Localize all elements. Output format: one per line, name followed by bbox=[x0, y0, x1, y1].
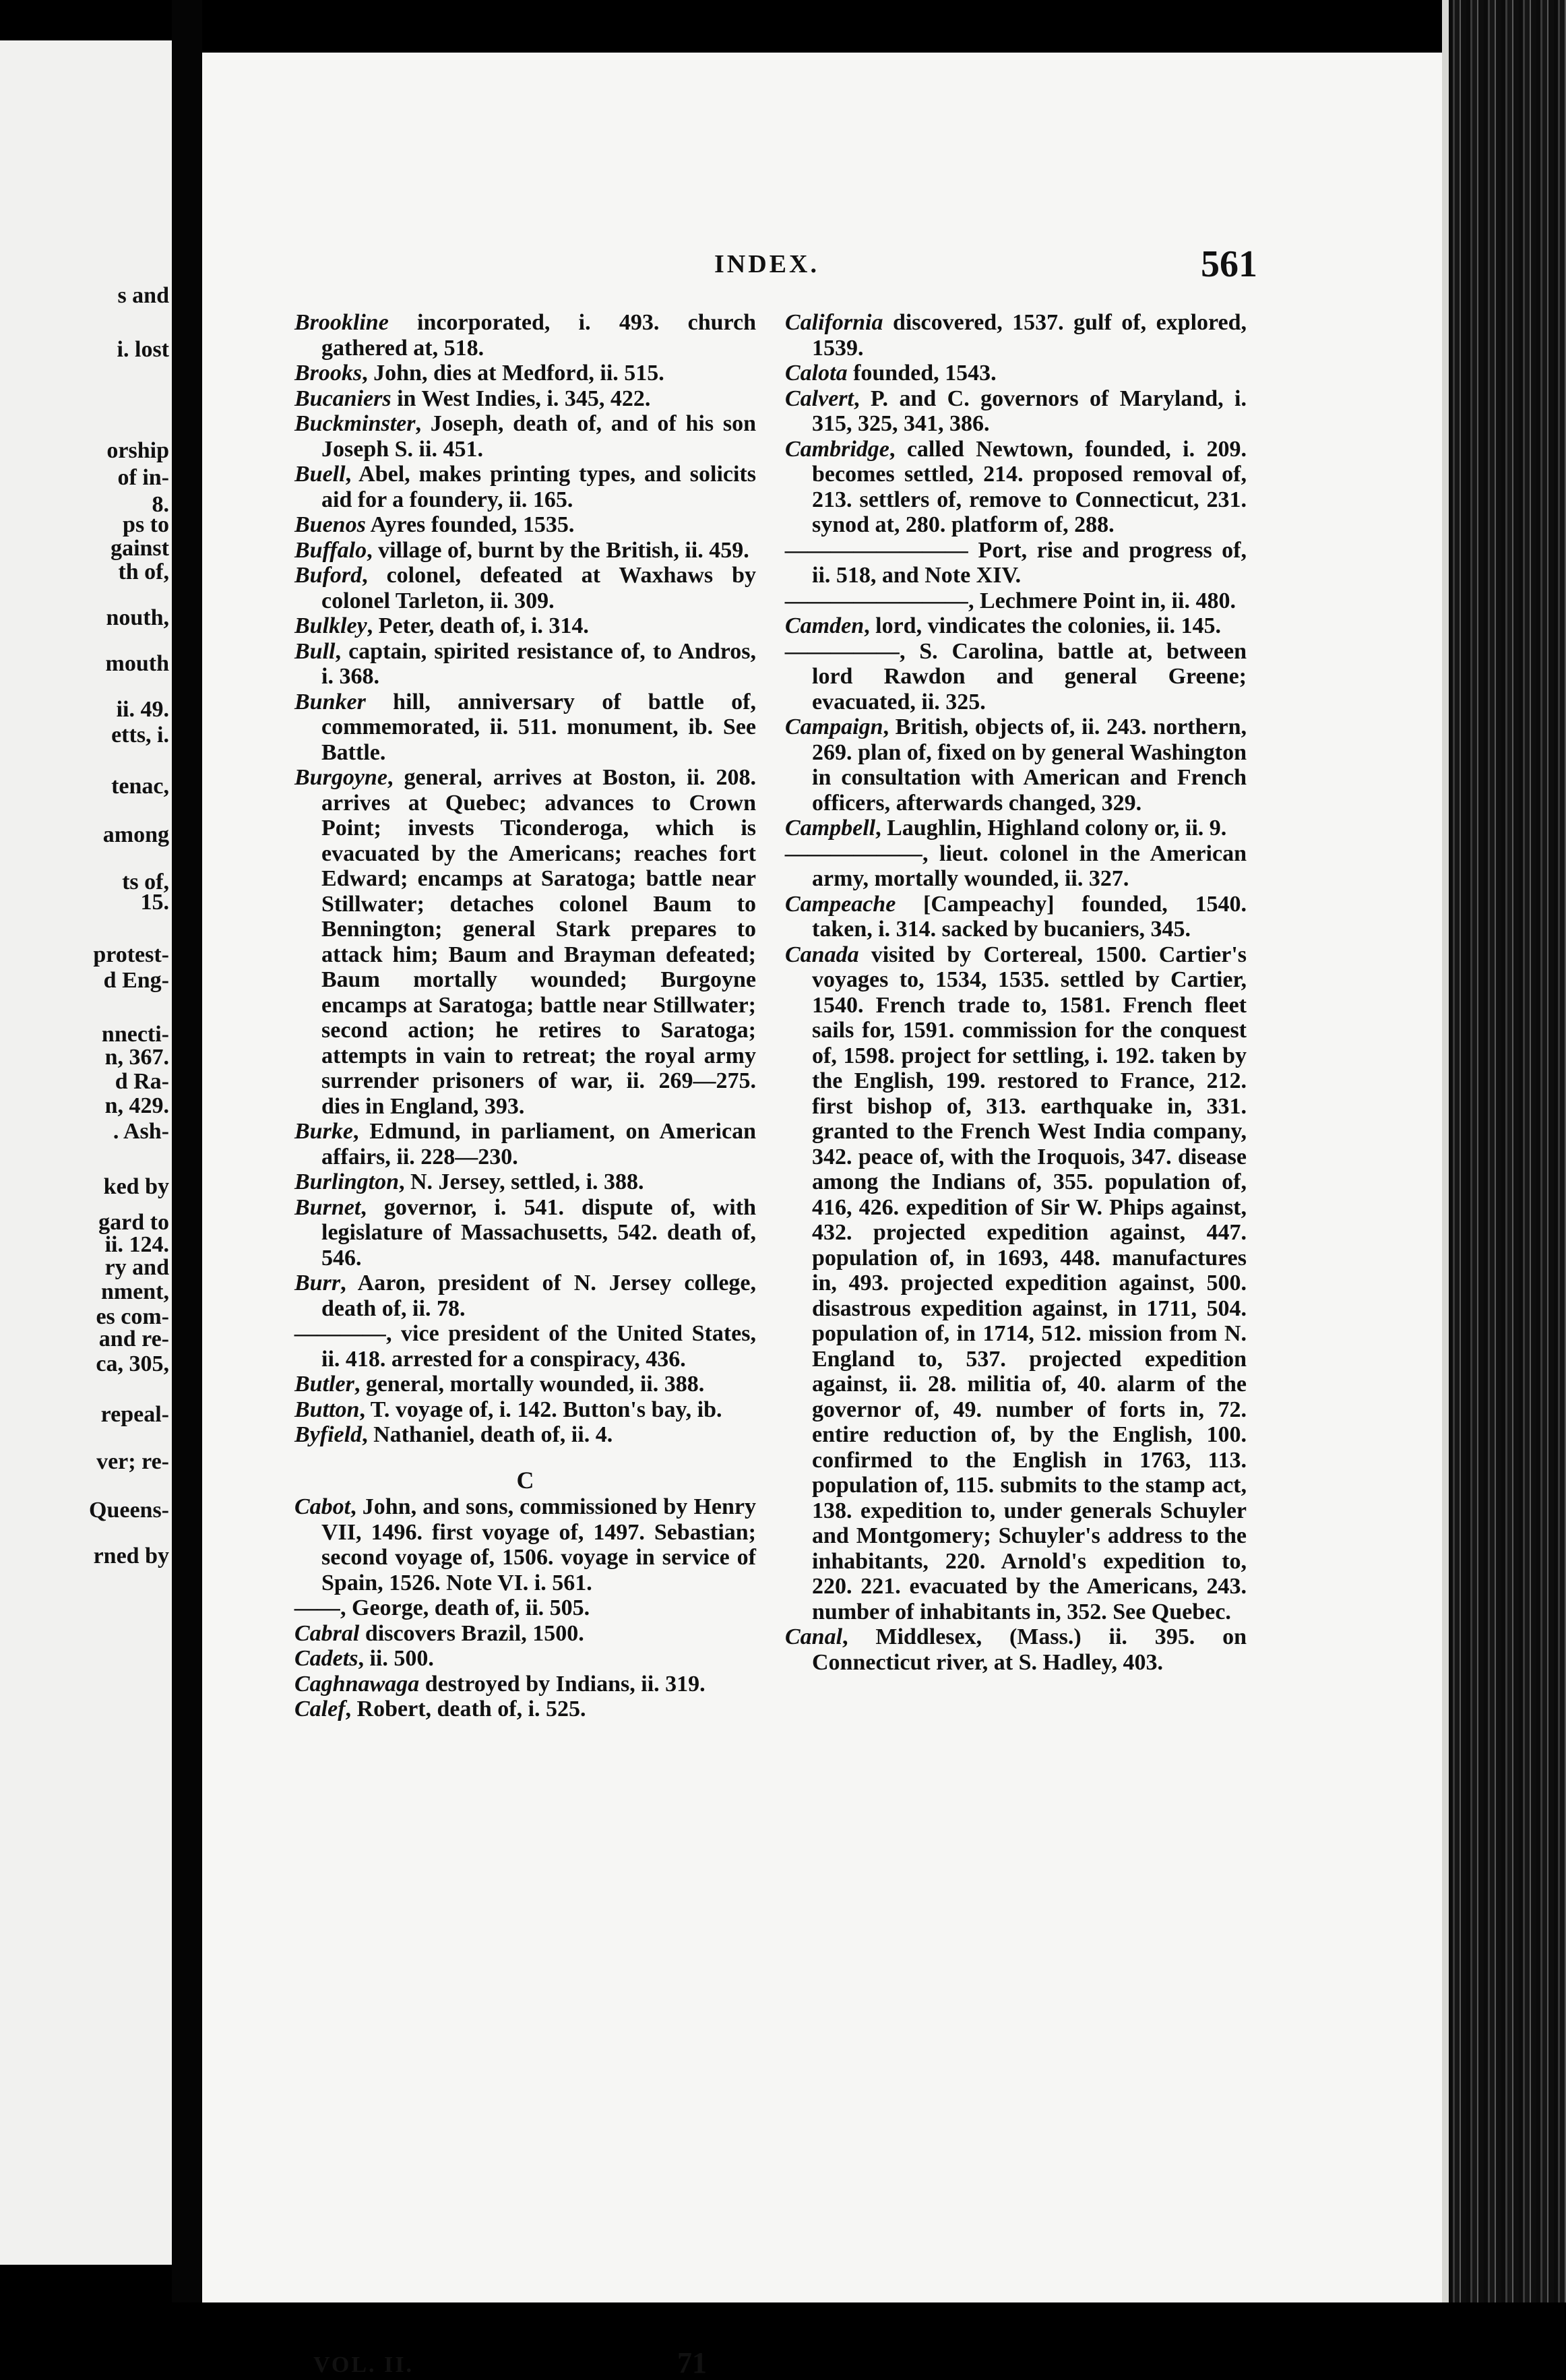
entry-text: , Middlesex, (Mass.) ii. 395. on Connecticut river, at S. Hadley, 403. bbox=[812, 1624, 1247, 1675]
facing-page-text: orship bbox=[106, 438, 169, 463]
index-entry bbox=[294, 1672, 756, 1697]
index-entry bbox=[294, 1271, 756, 1321]
entry-headword: Bull bbox=[294, 638, 336, 664]
facing-page-text: n, 429. bbox=[104, 1093, 169, 1118]
entry-text: , Edmund, in parliament, on American affairs, ii. 228—230. bbox=[321, 1119, 756, 1169]
index-entry bbox=[785, 942, 1247, 1625]
entry-headword: ————— bbox=[785, 638, 900, 664]
entry-text: , lieut. colonel in the American army, mortally wounded, ii. 327. bbox=[812, 841, 1247, 891]
index-entry bbox=[294, 1422, 756, 1448]
entry-headword: —————— bbox=[785, 841, 922, 866]
entry-headword: Calota bbox=[785, 361, 848, 386]
index-entry bbox=[785, 361, 1247, 386]
entry-text: , Joseph, death of, and of his son Joseph S. ii. 451. bbox=[321, 411, 756, 462]
index-entry bbox=[294, 765, 756, 1119]
entry-text: incorporated, i. 493. church gathered at, 518. bbox=[321, 310, 756, 361]
entry-text: , British, objects of, ii. 243. northern, 269. plan of, fixed on by general Washington in consultation with American and French officers, afterwards changed, 329. bbox=[812, 714, 1247, 816]
entry-text: Port, rise and progress of, ii. 518, and Note XIV. bbox=[812, 537, 1247, 588]
entry-text: , ii. 500. bbox=[358, 1646, 434, 1671]
facing-page bbox=[0, 40, 172, 2265]
facing-page-text: ts of, bbox=[122, 869, 169, 894]
entry-text: , captain, spirited resistance of, to Andros, i. 368. bbox=[321, 638, 756, 689]
index-entry bbox=[294, 613, 756, 639]
index-entry bbox=[294, 1397, 756, 1423]
entry-headword: California bbox=[785, 310, 883, 335]
entry-text: , colonel, defeated at Waxhaws by colonel Tarleton, ii. 309. bbox=[321, 563, 756, 613]
entry-headword: Cabral bbox=[294, 1620, 360, 1646]
entry-text: discovered, 1537. gulf of, explored, 1539. bbox=[812, 310, 1247, 361]
index-entry bbox=[294, 1169, 756, 1195]
index-entry bbox=[294, 1621, 756, 1647]
index-entry bbox=[294, 1595, 756, 1621]
entry-headword: Burgoyne bbox=[294, 765, 387, 790]
entry-headword: Burr bbox=[294, 1271, 341, 1295]
entry-headword: Brooks bbox=[294, 361, 363, 386]
entry-text: , John, and sons, commissioned by Henry VII, 1496. first voyage of, 1497. Sebastian; second voyage of, 1506. voyage in service of Spain, 1526. Note VI. i. 561. bbox=[321, 1494, 756, 1595]
facing-page-text: nnecti- bbox=[101, 1022, 169, 1047]
index-entry bbox=[785, 437, 1247, 538]
facing-page-text: ii. 124. bbox=[104, 1232, 169, 1257]
entry-text: , S. Carolina, battle at, between lord Rawdon and general Greene; evacuated, ii. 325. bbox=[812, 638, 1247, 714]
facing-page-text: ps to bbox=[123, 512, 169, 537]
entry-text: , T. voyage of, i. 142. Button's bay, ib. bbox=[359, 1397, 722, 1422]
entry-text: founded, 1543. bbox=[847, 361, 997, 386]
facing-page-text: nouth, bbox=[106, 605, 169, 630]
entry-headword: Campeache bbox=[785, 891, 896, 917]
index-entry bbox=[785, 841, 1247, 892]
entry-headword: Byfield bbox=[294, 1422, 363, 1447]
index-entry bbox=[294, 639, 756, 690]
entry-headword: ———————— bbox=[785, 537, 968, 563]
running-head: INDEX. bbox=[714, 250, 819, 278]
entry-headword: Bucaniers bbox=[294, 386, 392, 411]
index-column-right bbox=[785, 310, 1247, 1675]
entry-headword: Bunker bbox=[294, 689, 366, 714]
entry-headword: Buenos bbox=[294, 512, 366, 537]
entry-headword: Campaign bbox=[785, 714, 883, 739]
facing-page-text: 15. bbox=[140, 890, 169, 915]
entry-text: , N. Jersey, settled, i. 388. bbox=[398, 1169, 644, 1194]
index-entry bbox=[294, 1494, 756, 1595]
entry-text: hill, anniversary of battle of, commemorated, ii. 511. monument, ib. See Battle. bbox=[321, 689, 756, 765]
entry-text: , John, dies at Medford, ii. 515. bbox=[362, 361, 664, 386]
facing-page-text: gainst bbox=[111, 536, 169, 561]
index-entry bbox=[294, 1119, 756, 1169]
facing-page-text: ca, 305, bbox=[96, 1351, 169, 1376]
index-entry bbox=[785, 892, 1247, 942]
entry-headword: Calvert bbox=[785, 386, 854, 411]
index-entry bbox=[785, 714, 1247, 816]
entry-text: , George, death of, ii. 505. bbox=[340, 1595, 590, 1620]
index-column-left bbox=[294, 310, 756, 1722]
index-entry bbox=[785, 310, 1247, 361]
facing-page-text: ked by bbox=[103, 1174, 169, 1199]
facing-page-text: among bbox=[102, 822, 169, 847]
index-entry bbox=[294, 563, 756, 613]
entry-text: , village of, burnt by the British, ii. 459. bbox=[367, 537, 749, 563]
entry-headword: Button bbox=[294, 1397, 360, 1422]
index-entry bbox=[294, 512, 756, 538]
facing-page-text: of in- bbox=[117, 465, 169, 490]
entry-text: , Nathaniel, death of, ii. 4. bbox=[362, 1422, 613, 1447]
entry-text: Ayres founded, 1535. bbox=[365, 512, 575, 537]
entry-text: , governor, i. 541. dispute of, with legislature of Massachusetts, 542. death of, 546. bbox=[321, 1194, 756, 1271]
entry-headword: Burlington bbox=[294, 1169, 399, 1194]
index-entry bbox=[294, 361, 756, 386]
signature-mark: 71 bbox=[677, 2346, 707, 2379]
facing-page-text: 8. bbox=[152, 492, 169, 517]
page-number: 561 bbox=[1201, 243, 1257, 285]
facing-page-text: . Ash- bbox=[113, 1119, 169, 1144]
entry-headword: Butler bbox=[294, 1372, 354, 1397]
entry-headword: Campbell bbox=[785, 816, 876, 841]
entry-headword: Cambridge bbox=[785, 436, 889, 462]
entry-headword: Burke bbox=[294, 1119, 353, 1144]
entry-headword: Camden bbox=[785, 613, 865, 638]
entry-text: , vice president of the United States, ii. 418. arrested for a conspiracy, 436. bbox=[321, 1321, 756, 1372]
entry-headword: Canada bbox=[785, 942, 859, 967]
facing-page-text: es com- bbox=[96, 1304, 169, 1329]
entry-headword: Cabot bbox=[294, 1494, 351, 1519]
entry-text: , Abel, makes printing types, and solicits aid for a foundery, ii. 165. bbox=[321, 462, 756, 512]
section-letter: C bbox=[516, 1466, 534, 1494]
entry-text: , Aaron, president of N. Jersey college, death of, ii. 78. bbox=[321, 1271, 756, 1321]
index-entry bbox=[785, 1624, 1247, 1675]
entry-headword: Caghnawaga bbox=[294, 1671, 420, 1697]
index-entry bbox=[294, 462, 756, 512]
facing-page-text: repeal- bbox=[100, 1402, 169, 1427]
facing-page-text: d Ra- bbox=[115, 1069, 169, 1094]
index-entry bbox=[785, 816, 1247, 841]
entry-headword: Calef bbox=[294, 1697, 346, 1721]
entry-headword: Brookline bbox=[294, 310, 389, 335]
facing-page-text: ii. 49. bbox=[116, 697, 169, 722]
index-entry bbox=[294, 386, 756, 412]
entry-headword: ———————— bbox=[785, 588, 968, 613]
facing-page-text: nment, bbox=[100, 1279, 169, 1304]
entry-headword: Burnet bbox=[294, 1194, 361, 1220]
entry-text: , Laughlin, Highland colony or, ii. 9. bbox=[875, 816, 1227, 841]
index-entry bbox=[294, 1697, 756, 1722]
entry-text: , general, mortally wounded, ii. 388. bbox=[354, 1372, 705, 1397]
entry-headword: ———— bbox=[294, 1321, 386, 1346]
facing-page-text: tenac, bbox=[111, 774, 169, 799]
facing-page-text: th of, bbox=[118, 559, 169, 584]
facing-page-text: n, 367. bbox=[104, 1045, 169, 1070]
index-entry bbox=[294, 1321, 756, 1372]
index-entry bbox=[294, 1372, 756, 1397]
index-entry bbox=[785, 538, 1247, 588]
facing-page-text: i. lost bbox=[117, 337, 169, 362]
entry-text: discovers Brazil, 1500. bbox=[359, 1620, 584, 1646]
index-entry bbox=[294, 1195, 756, 1271]
entry-text: visited by Cortereal, 1500. Cartier's voyages to, 1534, 1535. settled by Cartier, 1540. French trade to, 1581. French fleet sails for, 1591. commission for the conquest of, 1598. project for settling, i. 192. taken by the English, 199. restored to France, 212. first bishop of, 313. earthquake in, 331. granted to the French West India company, 342. peace of, with the Iroquois, 347. disease among the Indians of, 355. population of, 416, 426. expedition of Sir W. Phips against, 432. projected expedition against, 447. population of, in 1693, 448. manufactures in, 493. projected expedition against, 500. disastrous expedition against, in 1711, 504. population of, in 1714, 512. mission from N. England to, 537. projected expedition against, ii. 28. militia of, 40. alarm of the governor of, 49. number of forts in, 72. entire reduction of, by the English, 100. confirmed to the English in 1763, 113. population of, 115. submits to the stamp act, 138. expedition to, under generals Schuyler and Montgomery; Schuyler's address to the inhabitants, 220. Arnold's expedition to, 220. 221. evacuated by the Americans, 243. number of inhabitants in, 352. See Quebec. bbox=[812, 942, 1247, 1624]
book-gutter bbox=[172, 0, 202, 2302]
facing-page-text: d Eng- bbox=[103, 968, 169, 993]
entry-text: , Robert, death of, i. 525. bbox=[345, 1697, 586, 1721]
entry-text: , Lechmere Point in, ii. 480. bbox=[968, 588, 1236, 613]
entry-headword: Canal bbox=[785, 1624, 843, 1649]
facing-page-text: gard to bbox=[98, 1210, 169, 1235]
entry-headword: Buell bbox=[294, 462, 346, 487]
entry-text: destroyed by Indians, ii. 319. bbox=[419, 1671, 706, 1697]
entry-headword: Buford bbox=[294, 563, 363, 588]
facing-page-text: Queens- bbox=[89, 1498, 169, 1523]
facing-page-text: mouth bbox=[105, 651, 169, 676]
index-entry bbox=[294, 411, 756, 462]
index-entry bbox=[785, 613, 1247, 639]
entry-text: , Peter, death of, i. 314. bbox=[367, 613, 589, 638]
entry-text: , called Newtown, founded, i. 209. becomes settled, 214. proposed removal of, 213. settlers of, remove to Connecticut, 231. synod at, 280. platform of, 288. bbox=[812, 436, 1247, 537]
index-entry bbox=[785, 639, 1247, 715]
index-entry bbox=[785, 386, 1247, 437]
facing-page-text: s and bbox=[117, 283, 169, 308]
index-entry bbox=[294, 690, 756, 766]
facing-page-text: protest- bbox=[93, 942, 169, 967]
entry-headword: Bulkley bbox=[294, 613, 367, 638]
index-entry bbox=[785, 588, 1247, 614]
facing-page-text: ver; re- bbox=[96, 1449, 169, 1474]
facing-page-text: etts, i. bbox=[111, 723, 169, 747]
entry-headword: Buffalo bbox=[294, 537, 367, 563]
facing-page-text: rned by bbox=[93, 1544, 169, 1568]
entry-text: , P. and C. governors of Maryland, i. 315, 325, 341, 386. bbox=[812, 386, 1247, 436]
entry-headword: Buckminster bbox=[294, 411, 416, 436]
entry-text: [Campeachy] founded, 1540. taken, i. 314. sacked by bucaniers, 345. bbox=[812, 891, 1247, 942]
entry-text: in West Indies, i. 345, 422. bbox=[391, 386, 651, 411]
entry-text: , general, arrives at Boston, ii. 208. arrives at Quebec; advances to Crown Point; invests Ticonderoga, which is evacuated by the Americans; reaches fort Edward; encamps at Saratoga; battle near Stillwater; detaches colonel Baum to Bennington; general Stark prepares to attack him; Baum and Brayman defeated; Baum mortally wounded; Burgoyne encamps at Saratoga; battle near Stillwater; second action; he retires to Saratoga; attempts in vain to retreat; the royal army surrender prisoners of war, ii. 269—275. dies in England, 393. bbox=[321, 765, 756, 1119]
facing-page-text: ry and bbox=[104, 1255, 169, 1280]
facing-page-text: and re- bbox=[98, 1326, 169, 1351]
entry-headword: —— bbox=[294, 1595, 340, 1620]
index-entry bbox=[294, 538, 756, 563]
index-entry bbox=[294, 310, 756, 361]
index-entry bbox=[294, 1646, 756, 1672]
volume-footer: VOL. II. bbox=[313, 2352, 414, 2377]
book-edge-pages bbox=[1449, 0, 1566, 2302]
entry-text: , lord, vindicates the colonies, ii. 145. bbox=[864, 613, 1221, 638]
entry-headword: Cadets bbox=[294, 1646, 358, 1671]
